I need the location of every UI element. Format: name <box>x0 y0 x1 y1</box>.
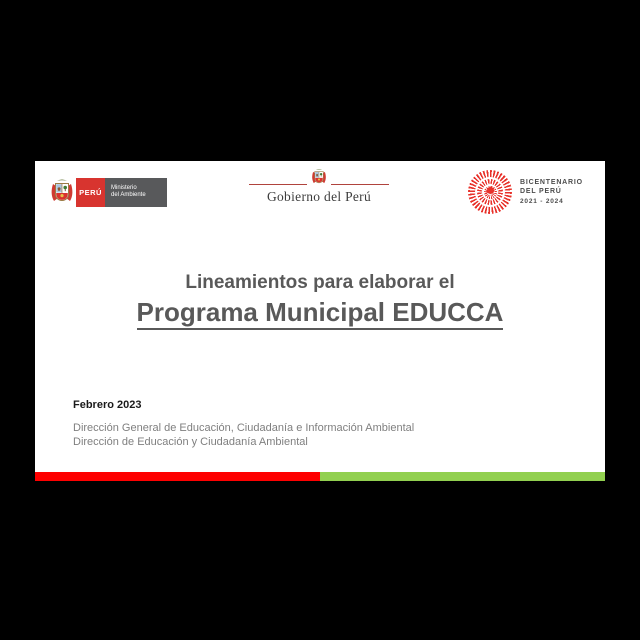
gobierno-label: Gobierno del Perú <box>266 189 372 204</box>
ministry-name <box>105 178 167 207</box>
minam-logo <box>50 177 167 207</box>
gobierno-peru-logo <box>249 168 389 205</box>
bottom-bar-green <box>320 472 605 481</box>
peru-label: PERÚ <box>79 187 102 197</box>
bicentenario-text <box>520 178 583 207</box>
ministry-name-line1: Ministerio <box>111 184 137 191</box>
bicentenario-logo <box>468 170 583 214</box>
bottom-bar <box>35 472 605 481</box>
title-line-2: Programa Municipal EDUCCA <box>137 297 504 330</box>
gobierno-coat-of-arms-icon <box>311 168 327 187</box>
bicentenario-line1: BICENTENARIO <box>520 178 583 186</box>
ministry-name-line2: del Ambiente <box>111 192 146 198</box>
bottom-bar-red <box>35 472 320 481</box>
slide <box>35 161 605 481</box>
footer <box>73 399 414 449</box>
gobierno-right-rule <box>331 184 389 185</box>
peru-red-box <box>76 178 105 207</box>
gobierno-left-rule <box>249 184 307 185</box>
bicentenario-years: 2021 - 2024 <box>520 197 564 205</box>
department-lines <box>73 421 414 449</box>
bicentenario-line2: DEL PERÚ <box>520 188 562 196</box>
slide-title <box>35 271 605 330</box>
gobierno-logo-top <box>249 168 389 187</box>
department-line-1: Dirección General de Educación, Ciudadanía e Información Ambiental <box>73 422 415 434</box>
date-label: Febrero 2023 <box>73 399 142 411</box>
peru-coat-of-arms-icon <box>50 178 74 207</box>
bicentenario-spiral-icon <box>468 170 512 214</box>
title-line-1: Lineamientos para elaborar el <box>185 272 455 293</box>
department-line-2: Dirección de Educación y Ciudadanía Ambiental <box>73 436 308 448</box>
